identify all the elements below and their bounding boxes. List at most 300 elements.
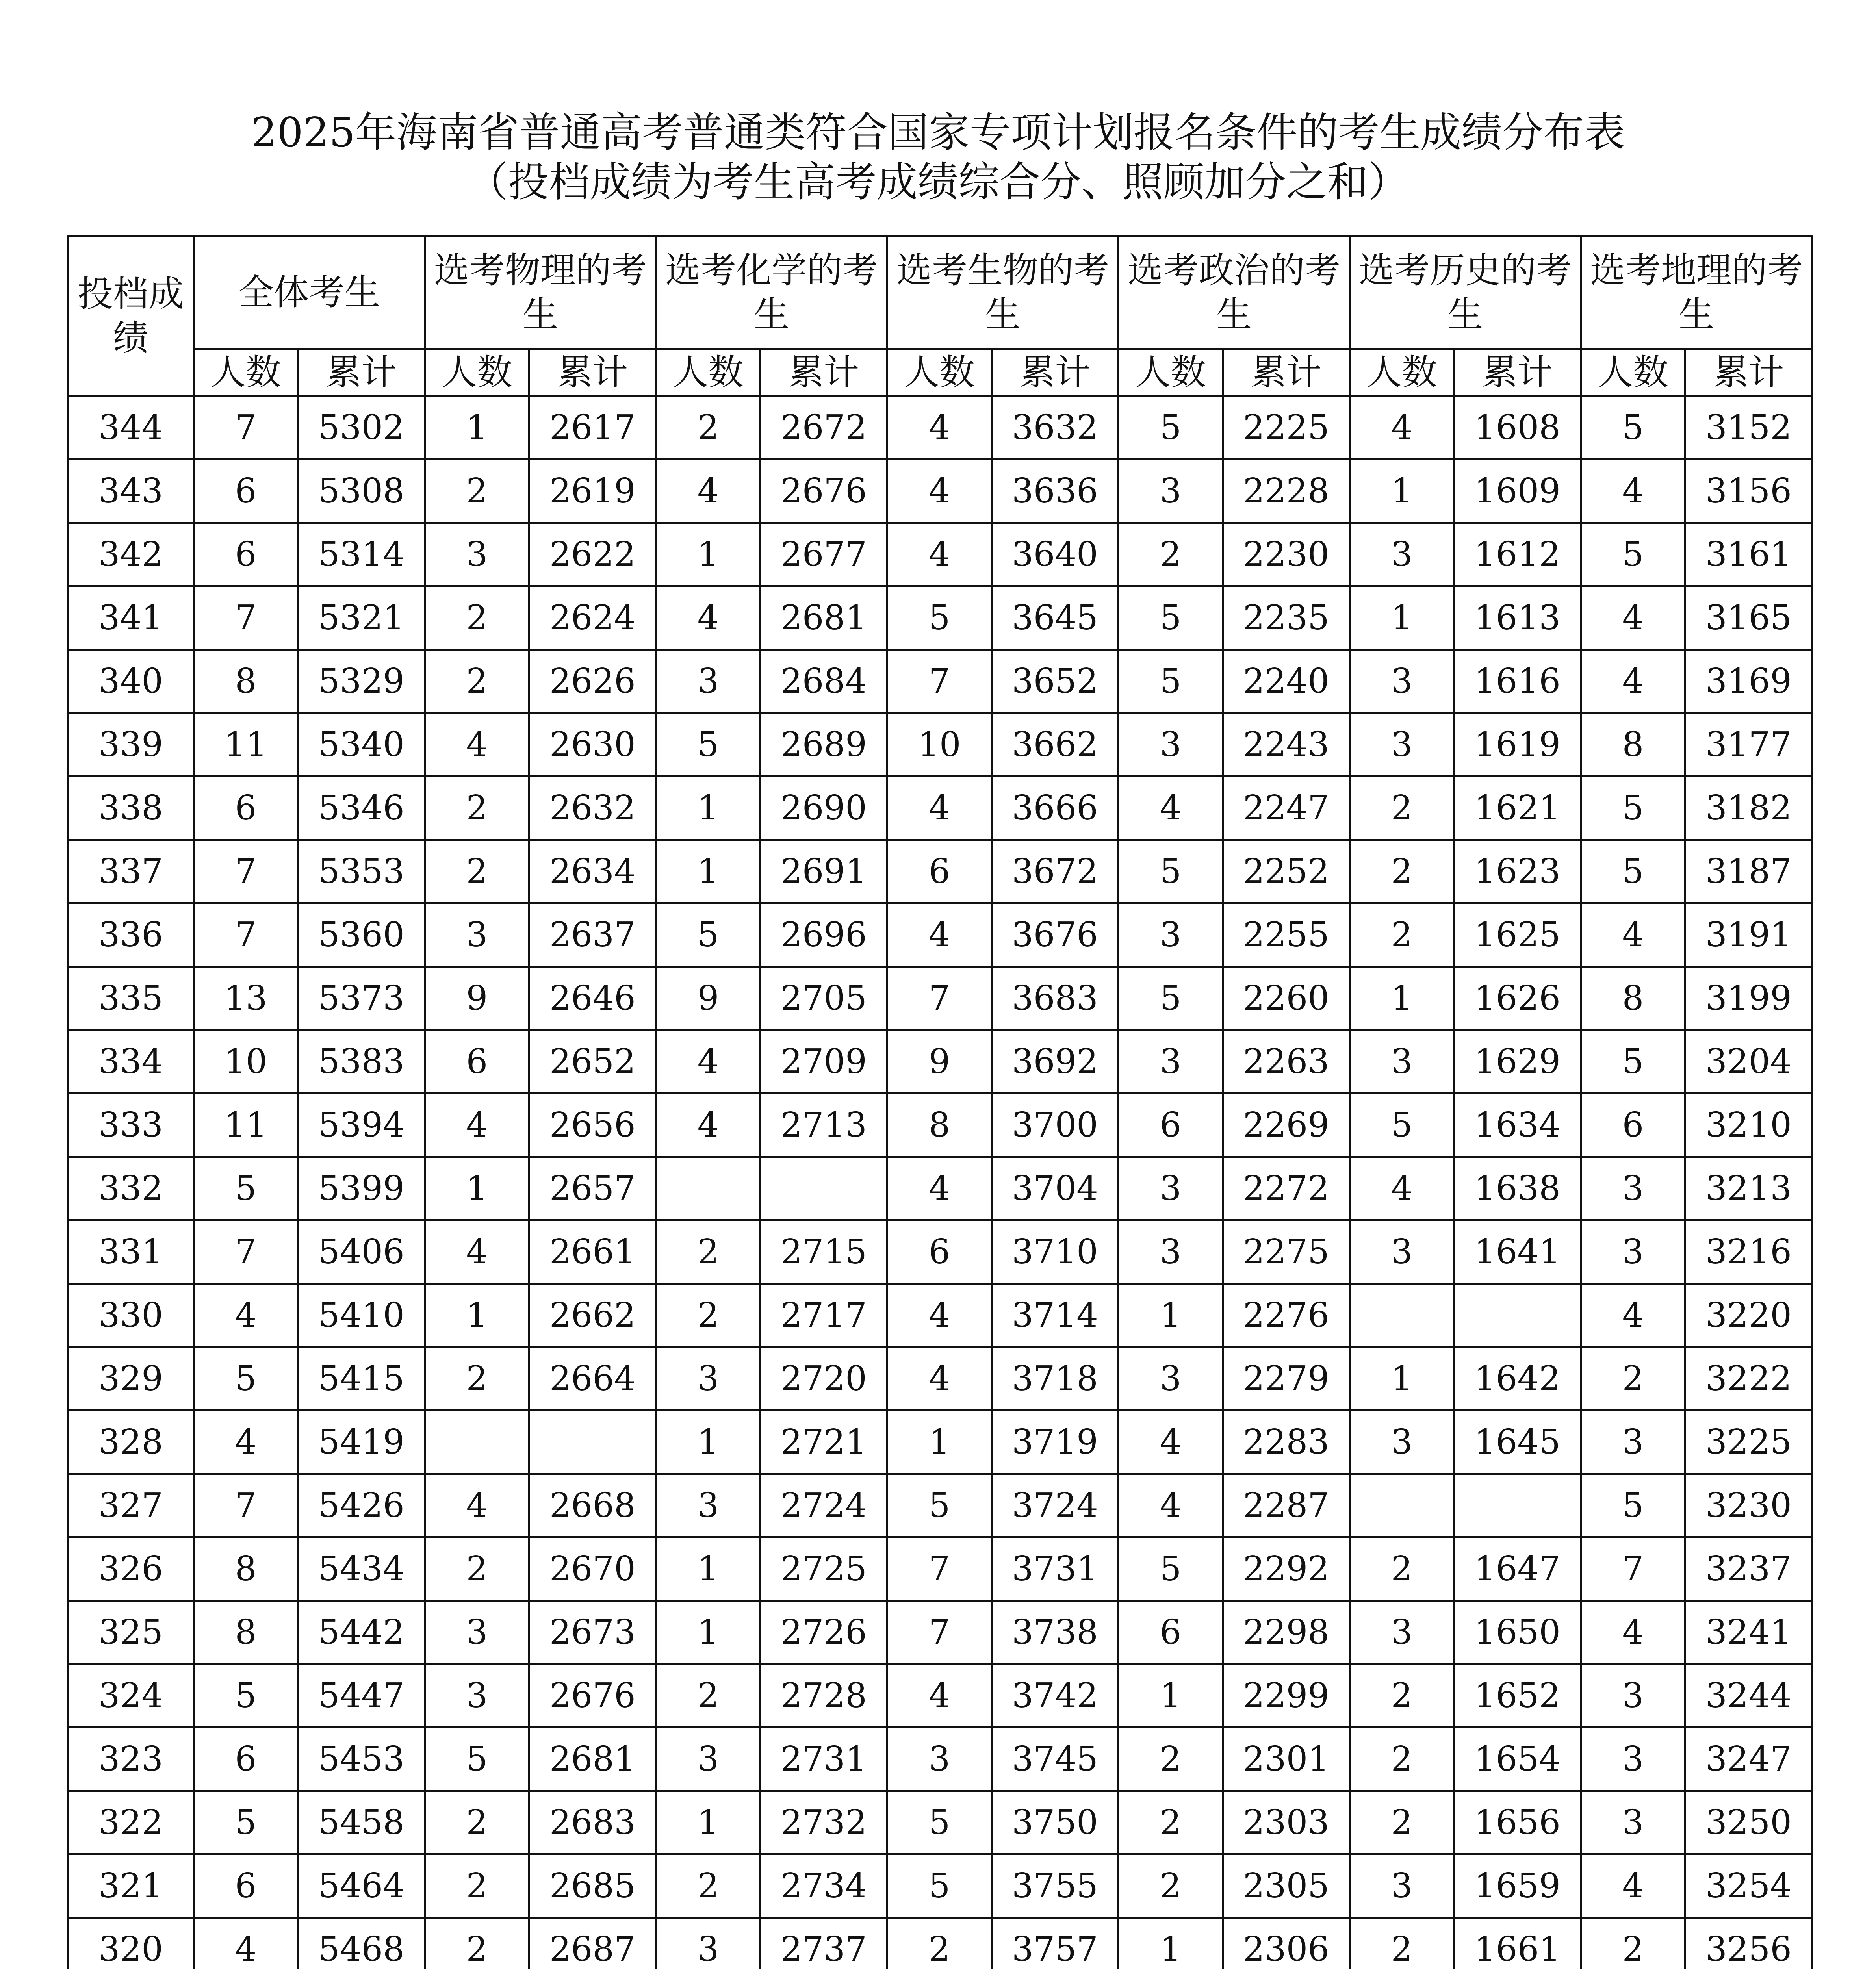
count-cell: 5 [1349,1094,1454,1157]
table-row [68,1728,1812,1791]
cumulative-cell: 1625 [1454,903,1581,967]
count-cell: 2 [1349,1791,1454,1854]
count-cell: 3 [425,1601,529,1664]
cumulative-cell: 2672 [761,396,887,460]
cumulative-cell: 1650 [1454,1601,1581,1664]
cumulative-cell: 2657 [529,1157,656,1220]
count-cell: 7 [193,1220,298,1284]
count-cell: 3 [1349,1411,1454,1474]
cumulative-cell: 5447 [298,1664,425,1728]
count-cell: 3 [656,1728,760,1791]
cumulative-cell: 1642 [1454,1347,1581,1411]
count-cell: 2 [1349,903,1454,967]
count-cell: 1 [656,1791,760,1854]
cumulative-cell: 2263 [1223,1030,1350,1094]
count-cell: 2 [425,840,529,903]
score-cell: 343 [68,460,194,523]
count-cell: 3 [1349,1220,1454,1284]
count-cell: 2 [656,1284,760,1347]
count-cell: 3 [656,1918,760,1969]
cumulative-cell: 2624 [529,586,656,650]
cumulative-cell: 5314 [298,523,425,586]
count-cell: 1 [1349,460,1454,523]
count-cell: 10 [887,713,991,777]
count-cell: 4 [193,1918,298,1969]
cumulative-cell: 3256 [1685,1918,1812,1969]
cumulative-cell: 3247 [1685,1728,1812,1791]
cumulative-cell: 2709 [761,1030,887,1094]
score-cell: 338 [68,777,194,840]
count-cell: 8 [193,1601,298,1664]
count-cell: 3 [1118,460,1223,523]
count-cell: 8 [193,1537,298,1601]
header-group-chemistry: 选考化学的考生 [656,237,887,349]
count-cell: 2 [656,1220,760,1284]
cumulative-cell: 3692 [992,1030,1119,1094]
count-cell: 11 [193,713,298,777]
cumulative-cell: 3156 [1685,460,1812,523]
score-cell: 325 [68,1601,194,1664]
cumulative-cell: 3710 [992,1220,1119,1284]
cumulative-cell: 2676 [761,460,887,523]
cumulative-cell: 2721 [761,1411,887,1474]
cumulative-cell: 1638 [1454,1157,1581,1220]
count-cell: 5 [1581,1474,1685,1537]
count-cell: 3 [1118,1220,1223,1284]
count-cell: 1 [1118,1664,1223,1728]
cumulative-cell: 3210 [1685,1094,1812,1157]
count-cell [1349,1284,1454,1347]
cumulative-cell: 1629 [1454,1030,1581,1094]
cumulative-cell: 1623 [1454,840,1581,903]
count-cell: 3 [425,1664,529,1728]
count-cell: 4 [1581,1854,1685,1918]
cumulative-cell: 2720 [761,1347,887,1411]
cumulative-cell: 3714 [992,1284,1119,1347]
count-cell: 2 [1118,1791,1223,1854]
table-row [68,460,1812,523]
cumulative-cell: 2269 [1223,1094,1350,1157]
count-cell: 3 [425,523,529,586]
cumulative-cell: 3220 [1685,1284,1812,1347]
cumulative-cell: 3187 [1685,840,1812,903]
cumulative-cell: 2681 [761,586,887,650]
cumulative-cell: 5406 [298,1220,425,1284]
cumulative-cell: 2713 [761,1094,887,1157]
cumulative-cell: 5399 [298,1157,425,1220]
cumulative-cell: 2661 [529,1220,656,1284]
cumulative-cell: 2243 [1223,713,1350,777]
count-cell: 2 [1349,1918,1454,1969]
count-cell: 7 [193,840,298,903]
count-cell: 1 [656,840,760,903]
score-cell: 329 [68,1347,194,1411]
count-cell: 1 [656,1601,760,1664]
table-body [68,396,1812,1969]
cumulative-cell: 3152 [1685,396,1812,460]
score-cell: 339 [68,713,194,777]
cumulative-cell: 3719 [992,1411,1119,1474]
cumulative-cell [1454,1474,1581,1537]
cumulative-cell: 5458 [298,1791,425,1854]
count-cell: 7 [193,903,298,967]
cumulative-cell: 3718 [992,1347,1119,1411]
count-cell: 1 [1118,1918,1223,1969]
table-row [68,840,1812,903]
count-cell: 3 [1349,523,1454,586]
cumulative-cell: 3225 [1685,1411,1812,1474]
cumulative-cell: 2705 [761,967,887,1030]
cumulative-cell: 1659 [1454,1854,1581,1918]
cumulative-cell: 1647 [1454,1537,1581,1601]
cumulative-cell: 1654 [1454,1728,1581,1791]
cumulative-cell [529,1411,656,1474]
count-cell: 2 [1581,1347,1685,1411]
cumulative-cell: 2225 [1223,396,1350,460]
cumulative-cell: 3199 [1685,967,1812,1030]
count-cell: 13 [193,967,298,1030]
score-cell: 336 [68,903,194,967]
cumulative-cell: 2272 [1223,1157,1350,1220]
count-cell: 2 [425,1791,529,1854]
cumulative-cell: 2299 [1223,1664,1350,1728]
count-cell: 6 [887,1220,991,1284]
cumulative-cell: 3182 [1685,777,1812,840]
header-group-geography: 选考地理的考生 [1581,237,1812,349]
count-cell: 7 [887,1601,991,1664]
count-cell: 3 [425,903,529,967]
cumulative-cell: 2619 [529,460,656,523]
score-cell: 342 [68,523,194,586]
count-cell: 5 [1118,396,1223,460]
count-cell: 8 [193,650,298,713]
cumulative-cell: 3230 [1685,1474,1812,1537]
count-cell: 9 [656,967,760,1030]
cumulative-cell: 1608 [1454,396,1581,460]
count-cell: 4 [1581,650,1685,713]
count-cell: 5 [1581,396,1685,460]
count-cell: 1 [656,1537,760,1601]
table-row [68,1918,1812,1969]
cumulative-cell: 5434 [298,1537,425,1601]
count-cell: 2 [425,777,529,840]
count-cell: 1 [1349,586,1454,650]
cumulative-cell: 3204 [1685,1030,1812,1094]
count-cell: 1 [1349,967,1454,1030]
count-cell: 2 [656,1854,760,1918]
count-cell: 3 [1581,1791,1685,1854]
cumulative-cell: 5415 [298,1347,425,1411]
count-cell: 3 [1349,1854,1454,1918]
score-cell: 322 [68,1791,194,1854]
cumulative-cell: 5464 [298,1854,425,1918]
table-row [68,1601,1812,1664]
count-cell: 6 [193,460,298,523]
cumulative-cell: 5353 [298,840,425,903]
count-cell [656,1157,760,1220]
count-cell: 1 [425,396,529,460]
cumulative-cell: 2687 [529,1918,656,1969]
cumulative-cell: 2306 [1223,1918,1350,1969]
table-row [68,777,1812,840]
header-count: 人数 [425,349,529,396]
cumulative-cell: 2662 [529,1284,656,1347]
cumulative-cell: 5308 [298,460,425,523]
table-row [68,1854,1812,1918]
cumulative-cell: 2247 [1223,777,1350,840]
count-cell: 3 [1118,903,1223,967]
cumulative-cell: 3731 [992,1537,1119,1601]
cumulative-cell: 3745 [992,1728,1119,1791]
count-cell: 5 [1581,777,1685,840]
cumulative-cell: 2734 [761,1854,887,1918]
cumulative-cell: 3704 [992,1157,1119,1220]
score-cell: 334 [68,1030,194,1094]
cumulative-cell: 2276 [1223,1284,1350,1347]
cumulative-cell: 3652 [992,650,1119,713]
count-cell: 4 [656,586,760,650]
cumulative-cell: 2731 [761,1728,887,1791]
count-cell: 3 [1581,1220,1685,1284]
cumulative-cell: 5394 [298,1094,425,1157]
cumulative-cell: 2301 [1223,1728,1350,1791]
cumulative-cell: 3632 [992,396,1119,460]
count-cell: 2 [1118,1728,1223,1791]
count-cell: 3 [887,1728,991,1791]
cumulative-cell: 2689 [761,713,887,777]
table-row [68,1284,1812,1347]
header-count: 人数 [193,349,298,396]
count-cell: 7 [887,1537,991,1601]
count-cell: 4 [1581,460,1685,523]
count-cell: 4 [425,1094,529,1157]
cumulative-cell: 2725 [761,1537,887,1601]
table-row [68,903,1812,967]
count-cell: 4 [425,1220,529,1284]
table-row [68,396,1812,460]
count-cell: 8 [1581,713,1685,777]
cumulative-cell: 2676 [529,1664,656,1728]
count-cell [425,1411,529,1474]
count-cell: 5 [193,1791,298,1854]
count-cell: 2 [1349,840,1454,903]
cumulative-cell: 3177 [1685,713,1812,777]
cumulative-cell: 3161 [1685,523,1812,586]
header-cumulative: 累计 [992,349,1119,396]
count-cell: 5 [887,1854,991,1918]
count-cell: 5 [887,586,991,650]
cumulative-cell: 3683 [992,967,1119,1030]
cumulative-cell: 2622 [529,523,656,586]
count-cell: 3 [1118,1157,1223,1220]
score-cell: 324 [68,1664,194,1728]
count-cell: 7 [193,586,298,650]
count-cell: 2 [425,650,529,713]
count-cell: 4 [1349,396,1454,460]
cumulative-cell: 2690 [761,777,887,840]
cumulative-cell: 2652 [529,1030,656,1094]
count-cell: 8 [887,1094,991,1157]
header-count: 人数 [1581,349,1685,396]
count-cell: 3 [656,1474,760,1537]
count-cell: 4 [887,777,991,840]
count-cell [1349,1474,1454,1537]
table-row [68,1094,1812,1157]
table-row [68,1157,1812,1220]
cumulative-cell: 3666 [992,777,1119,840]
count-cell: 5 [656,903,760,967]
cumulative-cell: 3169 [1685,650,1812,713]
count-cell: 2 [1118,1854,1223,1918]
table-row [68,1220,1812,1284]
table-row [68,1030,1812,1094]
score-cell: 323 [68,1728,194,1791]
count-cell: 3 [656,650,760,713]
count-cell: 4 [887,1284,991,1347]
cumulative-cell: 3662 [992,713,1119,777]
cumulative-cell: 5410 [298,1284,425,1347]
count-cell: 6 [1118,1601,1223,1664]
cumulative-cell: 3216 [1685,1220,1812,1284]
cumulative-cell: 5442 [298,1601,425,1664]
count-cell: 6 [193,1854,298,1918]
cumulative-cell: 5419 [298,1411,425,1474]
cumulative-cell: 3165 [1685,586,1812,650]
count-cell: 1 [425,1157,529,1220]
cumulative-cell: 1613 [1454,586,1581,650]
count-cell: 4 [1581,1284,1685,1347]
cumulative-cell: 2632 [529,777,656,840]
page-subtitle: （投档成绩为考生高考成绩综合分、照顾加分之和） [467,158,1409,206]
cumulative-cell: 2630 [529,713,656,777]
count-cell: 2 [1349,777,1454,840]
count-cell: 6 [425,1030,529,1094]
count-cell: 5 [1118,650,1223,713]
score-cell: 321 [68,1854,194,1918]
cumulative-cell: 2240 [1223,650,1350,713]
score-cell: 328 [68,1411,194,1474]
cumulative-cell: 3757 [992,1918,1119,1969]
cumulative-cell: 2691 [761,840,887,903]
cumulative-cell: 2626 [529,650,656,713]
cumulative-cell: 1656 [1454,1791,1581,1854]
count-cell: 6 [193,777,298,840]
cumulative-cell: 2683 [529,1791,656,1854]
count-cell: 4 [1118,1474,1223,1537]
count-cell: 2 [425,1854,529,1918]
cumulative-cell: 3222 [1685,1347,1812,1411]
header-count: 人数 [887,349,991,396]
count-cell: 1 [656,523,760,586]
count-cell: 4 [656,1030,760,1094]
count-cell: 7 [887,967,991,1030]
count-cell: 5 [887,1474,991,1537]
count-cell: 8 [1581,967,1685,1030]
count-cell: 3 [1349,713,1454,777]
cumulative-cell: 1641 [1454,1220,1581,1284]
cumulative-cell: 2696 [761,903,887,967]
count-cell: 4 [887,903,991,967]
cumulative-cell: 2230 [1223,523,1350,586]
cumulative-cell: 2664 [529,1347,656,1411]
table-row [68,1474,1812,1537]
cumulative-cell: 1609 [1454,460,1581,523]
cumulative-cell: 5302 [298,396,425,460]
count-cell: 4 [656,1094,760,1157]
cumulative-cell: 3636 [992,460,1119,523]
count-cell: 6 [1581,1094,1685,1157]
cumulative-cell: 1616 [1454,650,1581,713]
count-cell: 4 [193,1284,298,1347]
header-count: 人数 [656,349,760,396]
page-title: 2025年海南省普通高考普通类符合国家专项计划报名条件的考生成绩分布表 [251,108,1625,156]
count-cell: 2 [425,586,529,650]
cumulative-cell: 1621 [1454,777,1581,840]
count-cell: 4 [887,396,991,460]
cumulative-cell: 2732 [761,1791,887,1854]
score-cell: 337 [68,840,194,903]
count-cell: 6 [193,523,298,586]
cumulative-cell: 2673 [529,1601,656,1664]
count-cell: 3 [1118,1030,1223,1094]
count-cell: 4 [887,460,991,523]
header-cumulative: 累计 [761,349,887,396]
count-cell: 5 [1118,1537,1223,1601]
count-cell: 4 [887,523,991,586]
count-cell: 1 [656,1411,760,1474]
cumulative-cell: 2283 [1223,1411,1350,1474]
score-cell: 326 [68,1537,194,1601]
count-cell: 5 [1581,1030,1685,1094]
cumulative-cell: 5340 [298,713,425,777]
cumulative-cell: 5373 [298,967,425,1030]
cumulative-cell: 3755 [992,1854,1119,1918]
count-cell: 5 [193,1664,298,1728]
cumulative-cell: 2305 [1223,1854,1350,1918]
count-cell: 5 [1118,586,1223,650]
cumulative-cell: 2235 [1223,586,1350,650]
table-row [68,713,1812,777]
cumulative-cell: 2677 [761,523,887,586]
score-cell: 327 [68,1474,194,1537]
cumulative-cell: 3750 [992,1791,1119,1854]
cumulative-cell: 1661 [1454,1918,1581,1969]
cumulative-cell: 2728 [761,1664,887,1728]
count-cell: 9 [887,1030,991,1094]
count-cell: 6 [193,1728,298,1791]
count-cell: 4 [1581,903,1685,967]
cumulative-cell: 5329 [298,650,425,713]
cumulative-cell: 2681 [529,1728,656,1791]
count-cell: 6 [1118,1094,1223,1157]
count-cell: 2 [425,1347,529,1411]
cumulative-cell: 1626 [1454,967,1581,1030]
count-cell: 5 [193,1157,298,1220]
count-cell: 7 [193,1474,298,1537]
header-group-history: 选考历史的考生 [1349,237,1581,349]
count-cell: 3 [1581,1728,1685,1791]
count-cell: 4 [1118,1411,1223,1474]
cumulative-cell: 5468 [298,1918,425,1969]
count-cell: 5 [425,1728,529,1791]
count-cell: 2 [1349,1537,1454,1601]
table-row [68,650,1812,713]
header-cumulative: 累计 [1223,349,1350,396]
count-cell: 3 [1581,1157,1685,1220]
count-cell: 3 [1349,650,1454,713]
cumulative-cell: 2726 [761,1601,887,1664]
count-cell: 6 [887,840,991,903]
